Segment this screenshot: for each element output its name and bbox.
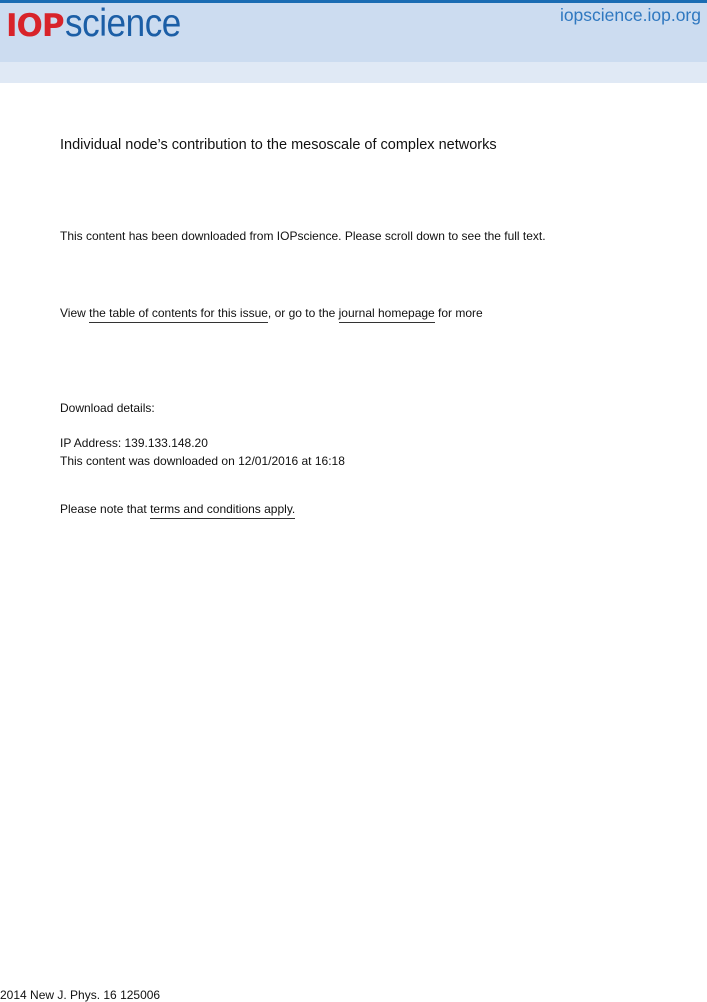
terms-and-conditions-link[interactable]: terms and conditions apply. [150,502,295,519]
view-line [60,306,483,320]
ip-address: IP Address: 139.133.148.20 [60,436,208,450]
view-middle: , or go to the [267,306,339,320]
journal-citation: 2014 New J. Phys. 16 125006 [0,988,161,1002]
header-sub-band [0,62,707,83]
article-title: Individual node’s contribution to the mesoscale of complex networks [60,137,497,153]
terms-prefix: Please note that [60,502,151,516]
logo-science-text: science [64,2,181,45]
logo-iop-text: IOP [6,8,64,44]
site-url-link[interactable]: iopscience.iop.org [559,5,701,25]
view-suffix: for more [434,306,483,320]
iopscience-logo[interactable] [6,3,193,45]
terms-line [60,502,295,516]
download-timestamp: This content was downloaded on 12/01/2016 at 16:18 [60,454,345,468]
table-of-contents-link[interactable]: the table of contents for this issue [89,306,268,323]
view-prefix: View [60,306,90,320]
download-notice: This content has been downloaded from IOPscience. Please scroll down to see the full text. [60,229,546,243]
journal-homepage-link[interactable]: journal homepage [339,306,435,323]
download-details-heading: Download details: [60,401,155,415]
